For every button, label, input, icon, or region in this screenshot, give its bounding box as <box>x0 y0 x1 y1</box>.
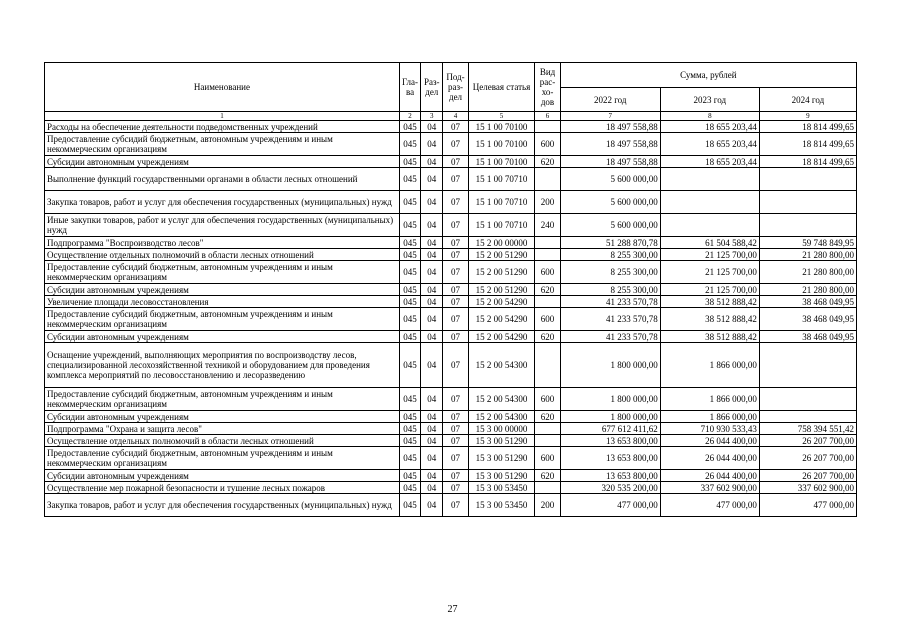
row-name-cell: Оснащение учреждений, выполняющих мероприятия по воспроизводству лесов, специализированной лесохозяйственной техникой и оборудованием для проведения комплекса мероприятий по лесовосстановлению и лесоразведению <box>45 343 400 388</box>
expense-type-cell <box>535 423 560 435</box>
target-article-cell: 15 2 00 00000 <box>468 237 535 249</box>
table-row <box>45 435 857 447</box>
chapter-cell: 045 <box>399 447 420 470</box>
section-cell: 04 <box>421 308 443 331</box>
table-row <box>45 423 857 435</box>
column-number: 9 <box>759 112 856 121</box>
target-article-cell: 15 2 00 51290 <box>468 261 535 284</box>
amount-2023-cell <box>660 191 759 214</box>
amount-2024-cell: 21 280 800,00 <box>759 249 856 261</box>
table-row <box>45 261 857 284</box>
amount-2023-cell: 477 000,00 <box>660 494 759 517</box>
amount-2022-cell: 1 800 000,00 <box>560 411 660 423</box>
table-row <box>45 411 857 423</box>
subsection-cell: 07 <box>443 133 468 156</box>
header-chapter: Гла-ва <box>399 63 420 112</box>
table-row <box>45 249 857 261</box>
row-name-cell: Подпрограмма "Воспроизводство лесов" <box>45 237 400 249</box>
row-name-cell: Субсидии автономным учреждениям <box>45 284 400 296</box>
expense-type-cell <box>535 435 560 447</box>
subsection-cell: 07 <box>443 214 468 237</box>
target-article-cell: 15 2 00 54290 <box>468 296 535 308</box>
amount-2024-cell: 38 468 049,95 <box>759 331 856 343</box>
expense-type-cell: 620 <box>535 331 560 343</box>
table-row <box>45 156 857 168</box>
expense-type-cell <box>535 168 560 191</box>
amount-2024-cell: 18 814 499,65 <box>759 133 856 156</box>
expense-type-cell: 620 <box>535 156 560 168</box>
amount-2024-cell: 21 280 800,00 <box>759 261 856 284</box>
amount-2022-cell: 1 800 000,00 <box>560 388 660 411</box>
amount-2023-cell: 710 930 533,43 <box>660 423 759 435</box>
row-name-cell: Субсидии автономным учреждениям <box>45 156 400 168</box>
amount-2022-cell: 13 653 800,00 <box>560 447 660 470</box>
amount-2022-cell: 18 497 558,88 <box>560 121 660 133</box>
table-row <box>45 214 857 237</box>
chapter-cell: 045 <box>399 343 420 388</box>
row-name-cell: Расходы на обеспечение деятельности подведомственных учреждений <box>45 121 400 133</box>
chapter-cell: 045 <box>399 237 420 249</box>
expense-type-cell: 600 <box>535 261 560 284</box>
amount-2022-cell: 1 800 000,00 <box>560 343 660 388</box>
amount-2023-cell: 1 866 000,00 <box>660 411 759 423</box>
amount-2024-cell: 477 000,00 <box>759 494 856 517</box>
header-expense-type: Вид рас-хо-дов <box>535 63 560 112</box>
subsection-cell: 07 <box>443 435 468 447</box>
section-cell: 04 <box>421 470 443 482</box>
column-number: 5 <box>468 112 535 121</box>
section-cell: 04 <box>421 388 443 411</box>
section-cell: 04 <box>421 249 443 261</box>
chapter-cell: 045 <box>399 482 420 494</box>
subsection-cell: 07 <box>443 121 468 133</box>
table-row <box>45 494 857 517</box>
expense-type-cell: 620 <box>535 411 560 423</box>
section-cell: 04 <box>421 423 443 435</box>
target-article-cell: 15 3 00 51290 <box>468 435 535 447</box>
chapter-cell: 045 <box>399 214 420 237</box>
table-row <box>45 133 857 156</box>
amount-2024-cell <box>759 168 856 191</box>
amount-2023-cell: 1 866 000,00 <box>660 388 759 411</box>
amount-2023-cell: 18 655 203,44 <box>660 133 759 156</box>
table-row <box>45 168 857 191</box>
chapter-cell: 045 <box>399 423 420 435</box>
subsection-cell: 07 <box>443 296 468 308</box>
row-name-cell: Предоставление субсидий бюджетным, автономным учреждениям и иным некоммерческим организациям <box>45 388 400 411</box>
subsection-cell: 07 <box>443 261 468 284</box>
budget-table <box>44 62 857 517</box>
amount-2023-cell: 26 044 400,00 <box>660 435 759 447</box>
section-cell: 04 <box>421 494 443 517</box>
amount-2023-cell: 21 125 700,00 <box>660 261 759 284</box>
chapter-cell: 045 <box>399 411 420 423</box>
target-article-cell: 15 2 00 54290 <box>468 331 535 343</box>
column-number: 6 <box>535 112 560 121</box>
amount-2024-cell: 18 814 499,65 <box>759 156 856 168</box>
amount-2022-cell: 5 600 000,00 <box>560 191 660 214</box>
table-row <box>45 331 857 343</box>
column-number: 7 <box>560 112 660 121</box>
target-article-cell: 15 3 00 51290 <box>468 470 535 482</box>
amount-2024-cell: 21 280 800,00 <box>759 284 856 296</box>
amount-2023-cell: 26 044 400,00 <box>660 470 759 482</box>
amount-2023-cell: 38 512 888,42 <box>660 308 759 331</box>
subsection-cell: 07 <box>443 388 468 411</box>
amount-2023-cell: 18 655 203,44 <box>660 121 759 133</box>
amount-2024-cell: 26 207 700,00 <box>759 447 856 470</box>
section-cell: 04 <box>421 156 443 168</box>
amount-2023-cell: 18 655 203,44 <box>660 156 759 168</box>
table-row <box>45 121 857 133</box>
column-number: 4 <box>443 112 468 121</box>
subsection-cell: 07 <box>443 411 468 423</box>
target-article-cell: 15 2 00 54300 <box>468 343 535 388</box>
chapter-cell: 045 <box>399 308 420 331</box>
column-number: 8 <box>660 112 759 121</box>
section-cell: 04 <box>421 435 443 447</box>
target-article-cell: 15 1 00 70100 <box>468 121 535 133</box>
expense-type-cell <box>535 237 560 249</box>
chapter-cell: 045 <box>399 331 420 343</box>
expense-type-cell: 600 <box>535 447 560 470</box>
amount-2022-cell: 18 497 558,88 <box>560 156 660 168</box>
subsection-cell: 07 <box>443 284 468 296</box>
expense-type-cell <box>535 296 560 308</box>
chapter-cell: 045 <box>399 261 420 284</box>
amount-2023-cell: 61 504 588,42 <box>660 237 759 249</box>
amount-2024-cell: 26 207 700,00 <box>759 470 856 482</box>
table-header <box>45 63 857 121</box>
amount-2022-cell: 677 612 411,62 <box>560 423 660 435</box>
amount-2024-cell <box>759 343 856 388</box>
subsection-cell: 07 <box>443 237 468 249</box>
expense-type-cell: 620 <box>535 470 560 482</box>
table-row <box>45 482 857 494</box>
amount-2024-cell: 38 468 049,95 <box>759 296 856 308</box>
header-year-2024: 2024 год <box>759 88 856 112</box>
row-name-cell: Предоставление субсидий бюджетным, автономным учреждениям и иным некоммерческим организациям <box>45 261 400 284</box>
target-article-cell: 15 2 00 54300 <box>468 411 535 423</box>
expense-type-cell <box>535 482 560 494</box>
chapter-cell: 045 <box>399 494 420 517</box>
row-name-cell: Выполнение функций государственными органами в области лесных отношений <box>45 168 400 191</box>
amount-2024-cell <box>759 214 856 237</box>
expense-type-cell: 600 <box>535 308 560 331</box>
expense-type-cell <box>535 249 560 261</box>
chapter-cell: 045 <box>399 296 420 308</box>
section-cell: 04 <box>421 168 443 191</box>
amount-2022-cell: 5 600 000,00 <box>560 168 660 191</box>
target-article-cell: 15 3 00 53450 <box>468 482 535 494</box>
section-cell: 04 <box>421 343 443 388</box>
amount-2022-cell: 477 000,00 <box>560 494 660 517</box>
amount-2022-cell: 13 653 800,00 <box>560 435 660 447</box>
chapter-cell: 045 <box>399 168 420 191</box>
section-cell: 04 <box>421 482 443 494</box>
target-article-cell: 15 1 00 70710 <box>468 191 535 214</box>
target-article-cell: 15 3 00 00000 <box>468 423 535 435</box>
amount-2023-cell: 21 125 700,00 <box>660 249 759 261</box>
section-cell: 04 <box>421 121 443 133</box>
amount-2022-cell: 13 653 800,00 <box>560 470 660 482</box>
subsection-cell: 07 <box>443 191 468 214</box>
table-row <box>45 237 857 249</box>
table-row <box>45 284 857 296</box>
chapter-cell: 045 <box>399 284 420 296</box>
target-article-cell: 15 3 00 53450 <box>468 494 535 517</box>
row-name-cell: Субсидии автономным учреждениям <box>45 470 400 482</box>
page-number: 27 <box>447 604 458 615</box>
header-name: Наименование <box>45 63 400 112</box>
subsection-cell: 07 <box>443 343 468 388</box>
row-name-cell: Иные закупки товаров, работ и услуг для обеспечения государственных (муниципальных) нужд <box>45 214 400 237</box>
amount-2023-cell <box>660 214 759 237</box>
amount-2022-cell: 8 255 300,00 <box>560 261 660 284</box>
amount-2023-cell: 38 512 888,42 <box>660 296 759 308</box>
amount-2022-cell: 18 497 558,88 <box>560 133 660 156</box>
amount-2022-cell: 320 535 200,00 <box>560 482 660 494</box>
table-row <box>45 388 857 411</box>
header-section: Раз-дел <box>421 63 443 112</box>
header-year-2023: 2023 год <box>660 88 759 112</box>
amount-2024-cell: 18 814 499,65 <box>759 121 856 133</box>
expense-type-cell <box>535 343 560 388</box>
section-cell: 04 <box>421 237 443 249</box>
section-cell: 04 <box>421 447 443 470</box>
expense-type-cell: 200 <box>535 494 560 517</box>
subsection-cell: 07 <box>443 494 468 517</box>
amount-2024-cell: 38 468 049,95 <box>759 308 856 331</box>
chapter-cell: 045 <box>399 121 420 133</box>
subsection-cell: 07 <box>443 331 468 343</box>
section-cell: 04 <box>421 411 443 423</box>
amount-2023-cell: 1 866 000,00 <box>660 343 759 388</box>
target-article-cell: 15 2 00 54300 <box>468 388 535 411</box>
table-row <box>45 308 857 331</box>
column-number: 2 <box>399 112 420 121</box>
amount-2023-cell <box>660 168 759 191</box>
amount-2022-cell: 5 600 000,00 <box>560 214 660 237</box>
target-article-cell: 15 1 00 70710 <box>468 214 535 237</box>
target-article-cell: 15 2 00 51290 <box>468 249 535 261</box>
target-article-cell: 15 1 00 70710 <box>468 168 535 191</box>
section-cell: 04 <box>421 284 443 296</box>
subsection-cell: 07 <box>443 447 468 470</box>
expense-type-cell: 600 <box>535 388 560 411</box>
expense-type-cell: 600 <box>535 133 560 156</box>
header-amount: Сумма, рублей <box>560 63 856 88</box>
amount-2023-cell: 21 125 700,00 <box>660 284 759 296</box>
row-name-cell: Увеличение площади лесовосстановления <box>45 296 400 308</box>
row-name-cell: Субсидии автономным учреждениям <box>45 411 400 423</box>
amount-2024-cell: 59 748 849,95 <box>759 237 856 249</box>
subsection-cell: 07 <box>443 168 468 191</box>
header-target-article: Целевая статья <box>468 63 535 112</box>
row-name-cell: Осуществление мер пожарной безопасности и тушение лесных пожаров <box>45 482 400 494</box>
chapter-cell: 045 <box>399 435 420 447</box>
column-number-row <box>45 112 857 121</box>
row-name-cell: Предоставление субсидий бюджетным, автономным учреждениям и иным некоммерческим организациям <box>45 308 400 331</box>
amount-2023-cell: 26 044 400,00 <box>660 447 759 470</box>
column-number: 1 <box>45 112 400 121</box>
row-name-cell: Предоставление субсидий бюджетным, автономным учреждениям и иным некоммерческим организациям <box>45 133 400 156</box>
amount-2024-cell <box>759 411 856 423</box>
table-row <box>45 447 857 470</box>
chapter-cell: 045 <box>399 191 420 214</box>
table-row <box>45 470 857 482</box>
chapter-cell: 045 <box>399 388 420 411</box>
subsection-cell: 07 <box>443 249 468 261</box>
amount-2023-cell: 337 602 900,00 <box>660 482 759 494</box>
section-cell: 04 <box>421 261 443 284</box>
subsection-cell: 07 <box>443 482 468 494</box>
target-article-cell: 15 1 00 70100 <box>468 156 535 168</box>
chapter-cell: 045 <box>399 470 420 482</box>
table-row <box>45 343 857 388</box>
target-article-cell: 15 3 00 51290 <box>468 447 535 470</box>
subsection-cell: 07 <box>443 156 468 168</box>
chapter-cell: 045 <box>399 156 420 168</box>
section-cell: 04 <box>421 296 443 308</box>
chapter-cell: 045 <box>399 133 420 156</box>
column-number: 3 <box>421 112 443 121</box>
target-article-cell: 15 1 00 70100 <box>468 133 535 156</box>
section-cell: 04 <box>421 191 443 214</box>
row-name-cell: Закупка товаров, работ и услуг для обеспечения государственных (муниципальных) нужд <box>45 494 400 517</box>
amount-2022-cell: 8 255 300,00 <box>560 249 660 261</box>
subsection-cell: 07 <box>443 470 468 482</box>
header-subsection: Под-раз-дел <box>443 63 468 112</box>
expense-type-cell: 200 <box>535 191 560 214</box>
section-cell: 04 <box>421 214 443 237</box>
table-row <box>45 191 857 214</box>
table-row <box>45 296 857 308</box>
row-name-cell: Закупка товаров, работ и услуг для обеспечения государственных (муниципальных) нужд <box>45 191 400 214</box>
target-article-cell: 15 2 00 51290 <box>468 284 535 296</box>
expense-type-cell: 620 <box>535 284 560 296</box>
amount-2024-cell: 337 602 900,00 <box>759 482 856 494</box>
amount-2022-cell: 41 233 570,78 <box>560 331 660 343</box>
expense-type-cell: 240 <box>535 214 560 237</box>
subsection-cell: 07 <box>443 308 468 331</box>
section-cell: 04 <box>421 331 443 343</box>
amount-2022-cell: 41 233 570,78 <box>560 296 660 308</box>
amount-2024-cell <box>759 388 856 411</box>
amount-2022-cell: 41 233 570,78 <box>560 308 660 331</box>
amount-2023-cell: 38 512 888,42 <box>660 331 759 343</box>
row-name-cell: Осуществление отдельных полномочий в области лесных отношений <box>45 249 400 261</box>
amount-2024-cell: 26 207 700,00 <box>759 435 856 447</box>
subsection-cell: 07 <box>443 423 468 435</box>
row-name-cell: Субсидии автономным учреждениям <box>45 331 400 343</box>
amount-2024-cell: 758 394 551,42 <box>759 423 856 435</box>
amount-2022-cell: 8 255 300,00 <box>560 284 660 296</box>
header-year-2022: 2022 год <box>560 88 660 112</box>
section-cell: 04 <box>421 133 443 156</box>
amount-2022-cell: 51 288 870,78 <box>560 237 660 249</box>
row-name-cell: Осуществление отдельных полномочий в области лесных отношений <box>45 435 400 447</box>
amount-2024-cell <box>759 191 856 214</box>
table-body <box>45 121 857 517</box>
row-name-cell: Подпрограмма "Охрана и защита лесов" <box>45 423 400 435</box>
chapter-cell: 045 <box>399 249 420 261</box>
row-name-cell: Предоставление субсидий бюджетным, автономным учреждениям и иным некоммерческим организациям <box>45 447 400 470</box>
target-article-cell: 15 2 00 54290 <box>468 308 535 331</box>
expense-type-cell <box>535 121 560 133</box>
